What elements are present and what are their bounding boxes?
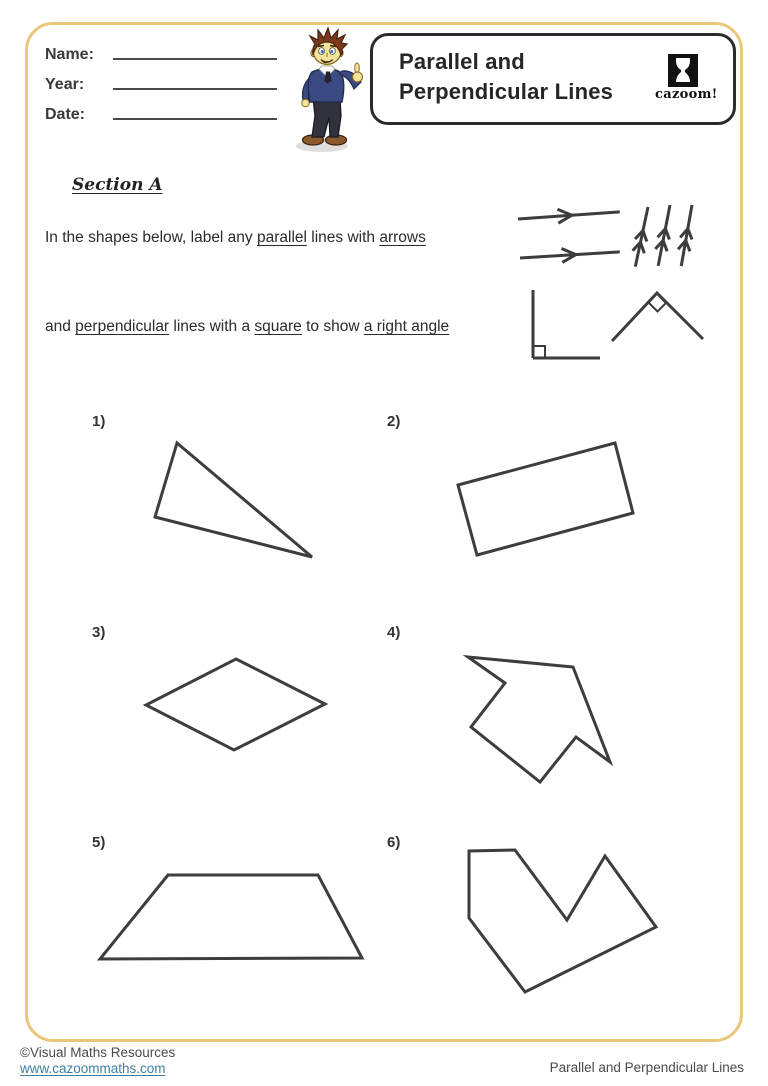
title-line-1: Parallel and <box>399 49 525 74</box>
worksheet-title <box>399 47 613 107</box>
title-box <box>370 33 736 125</box>
year-write-line <box>113 88 277 90</box>
date-field-row <box>45 102 85 124</box>
shape-label-5: 5) <box>92 834 106 851</box>
shape-label-2: 2) <box>387 413 401 430</box>
instruction-line-1: In the shapes below, label any parallel lines with arrows <box>45 229 426 246</box>
shape-label-3: 3) <box>92 624 106 641</box>
notation-illustrations <box>500 195 740 370</box>
footer-copyright: ©Visual Maths Resources <box>20 1045 176 1060</box>
name-field-row <box>45 42 94 64</box>
peak-right-angle-icon <box>612 293 703 341</box>
mascot-boy-thumbs-up-icon <box>288 26 368 154</box>
logo-wordmark: cazoom! <box>655 87 718 102</box>
triple-parallel-lines-double-arrows-icon <box>629 204 697 268</box>
cazoom-logo <box>655 54 718 102</box>
date-label: Date: <box>45 106 86 123</box>
footer-document-title: Parallel and Perpendicular Lines <box>549 1060 744 1075</box>
section-heading: Section A <box>72 175 163 195</box>
parallel-lines-with-arrows-icon <box>518 205 621 265</box>
year-field-row <box>45 72 84 94</box>
name-label: Name: <box>45 46 94 63</box>
shape-label-6: 6) <box>387 834 401 851</box>
perpendicular-corner-right-angle-icon <box>533 290 600 358</box>
drum-icon <box>668 54 698 87</box>
footer-website-link[interactable]: www.cazoommaths.com <box>20 1061 166 1076</box>
year-label: Year: <box>45 76 85 93</box>
instruction-line-2: and perpendicular lines with a square to show a right angle <box>45 318 450 335</box>
shape-label-1: 1) <box>92 413 106 430</box>
date-write-line <box>113 118 277 120</box>
name-write-line <box>113 58 277 60</box>
title-line-2: Perpendicular Lines <box>399 79 614 104</box>
shape-label-4: 4) <box>387 624 401 641</box>
